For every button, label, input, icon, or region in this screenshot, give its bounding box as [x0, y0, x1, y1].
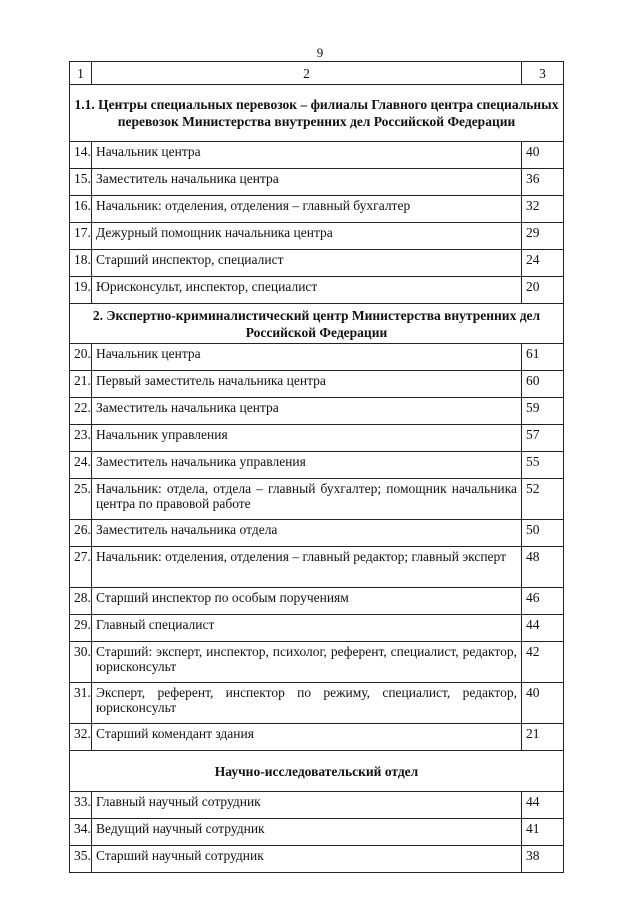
row-position: Старший научный сотрудник: [92, 846, 522, 873]
table-row: [70, 724, 564, 751]
row-number: 27.: [70, 547, 92, 588]
row-value: 55: [522, 452, 564, 479]
row-value: 38: [522, 846, 564, 873]
row-position: Эксперт, референт, инспектор по режиму, специалист, редактор, юрисконсульт: [92, 683, 522, 724]
row-value: 57: [522, 425, 564, 452]
row-number: 35.: [70, 846, 92, 873]
row-number: 25.: [70, 479, 92, 520]
table-row: [70, 398, 564, 425]
row-value: 24: [522, 250, 564, 277]
row-position: Начальник: отделения, отделения – главный редактор; главный эксперт: [92, 547, 522, 588]
row-value: 21: [522, 724, 564, 751]
table-row: [70, 250, 564, 277]
table-row: [70, 846, 564, 873]
row-position: Юрисконсульт, инспектор, специалист: [92, 277, 522, 304]
row-number: 34.: [70, 819, 92, 846]
header-row: [70, 62, 564, 85]
row-value: 42: [522, 642, 564, 683]
row-number: 18.: [70, 250, 92, 277]
row-position: Заместитель начальника центра: [92, 398, 522, 425]
row-position: Начальник: отдела, отдела – главный бухгалтер; помощник начальника центра по правовой работе: [92, 479, 522, 520]
row-number: 24.: [70, 452, 92, 479]
table-row: [70, 642, 564, 683]
row-number: 23.: [70, 425, 92, 452]
page-number: 9: [316, 45, 324, 60]
row-value: 40: [522, 683, 564, 724]
section-row: [70, 304, 564, 344]
table-row: [70, 196, 564, 223]
row-number: 21.: [70, 371, 92, 398]
section-title: Научно-исследовательский отдел: [70, 751, 564, 792]
row-number: 14.: [70, 142, 92, 169]
section-title: 2. Экспертно-криминалистический центр Министерства внутренних дел Российской Федерации: [70, 304, 564, 344]
row-value: 40: [522, 142, 564, 169]
table-row: [70, 547, 564, 588]
section-row: [70, 751, 564, 792]
table-row: [70, 520, 564, 547]
header-col-1: 1: [70, 62, 92, 85]
row-position: Начальник управления: [92, 425, 522, 452]
table-row: [70, 792, 564, 819]
row-number: 33.: [70, 792, 92, 819]
table-row: [70, 588, 564, 615]
row-value: 44: [522, 792, 564, 819]
row-value: 20: [522, 277, 564, 304]
row-value: 52: [522, 479, 564, 520]
row-position: Начальник центра: [92, 142, 522, 169]
row-value: 59: [522, 398, 564, 425]
table-row: [70, 452, 564, 479]
row-position: Главный специалист: [92, 615, 522, 642]
table-row: [70, 425, 564, 452]
row-value: 60: [522, 371, 564, 398]
row-number: 32.: [70, 724, 92, 751]
row-number: 19.: [70, 277, 92, 304]
row-position: Первый заместитель начальника центра: [92, 371, 522, 398]
table-row: [70, 371, 564, 398]
table-row: [70, 819, 564, 846]
row-position: Заместитель начальника управления: [92, 452, 522, 479]
row-value: 61: [522, 344, 564, 371]
row-value: 44: [522, 615, 564, 642]
row-value: 46: [522, 588, 564, 615]
row-position: Заместитель начальника центра: [92, 169, 522, 196]
row-value: 41: [522, 819, 564, 846]
header-col-3: 3: [522, 62, 564, 85]
positions-table: [69, 61, 564, 873]
row-position: Старший инспектор по особым поручениям: [92, 588, 522, 615]
table-row: [70, 683, 564, 724]
row-position: Ведущий научный сотрудник: [92, 819, 522, 846]
table-row: [70, 277, 564, 304]
row-number: 22.: [70, 398, 92, 425]
row-number: 29.: [70, 615, 92, 642]
row-position: Старший инспектор, специалист: [92, 250, 522, 277]
row-number: 31.: [70, 683, 92, 724]
row-position: Главный научный сотрудник: [92, 792, 522, 819]
row-value: 50: [522, 520, 564, 547]
row-value: 48: [522, 547, 564, 588]
row-number: 15.: [70, 169, 92, 196]
row-number: 28.: [70, 588, 92, 615]
row-number: 26.: [70, 520, 92, 547]
row-position: Дежурный помощник начальника центра: [92, 223, 522, 250]
section-title: 1.1. Центры специальных перевозок – филиалы Главного центра специальных перевозок Министерства внутренних дел Российской Федерации: [70, 85, 564, 142]
header-col-2: 2: [92, 62, 522, 85]
row-number: 17.: [70, 223, 92, 250]
row-position: Начальник центра: [92, 344, 522, 371]
row-position: Начальник: отделения, отделения – главный бухгалтер: [92, 196, 522, 223]
row-number: 16.: [70, 196, 92, 223]
table-row: [70, 169, 564, 196]
row-position: Старший комендант здания: [92, 724, 522, 751]
row-value: 36: [522, 169, 564, 196]
table-row: [70, 615, 564, 642]
table-row: [70, 142, 564, 169]
row-value: 29: [522, 223, 564, 250]
table-row: [70, 223, 564, 250]
row-value: 32: [522, 196, 564, 223]
table-row: [70, 344, 564, 371]
row-number: 30.: [70, 642, 92, 683]
row-position: Старший: эксперт, инспектор, психолог, референт, специалист, редактор, юрисконсульт: [92, 642, 522, 683]
table-row: [70, 479, 564, 520]
section-row: [70, 85, 564, 142]
row-number: 20.: [70, 344, 92, 371]
row-position: Заместитель начальника отдела: [92, 520, 522, 547]
